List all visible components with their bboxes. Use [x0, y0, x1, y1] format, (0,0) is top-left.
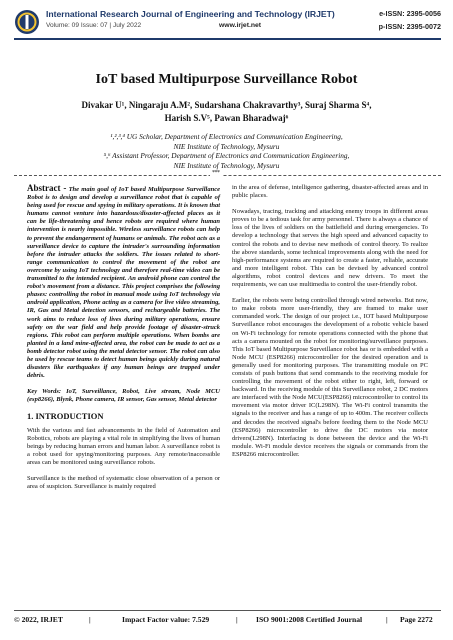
footer-iso: ISO 9001:2008 Certified Journal — [256, 615, 363, 624]
footer-copyright: © 2022, IRJET — [14, 615, 63, 624]
body-paragraph: Surveillance is the method of systematic close observation of a person or area of suspicion. Surveillance is mainly required — [27, 475, 220, 491]
separator-stars: *** — [212, 170, 220, 176]
affiliation-line: NIE Institute of Technology, Mysuru — [173, 160, 280, 170]
author-line: Harish S.V⁵, Pawan Bharadwaj⁶ — [164, 112, 289, 123]
header-divider — [14, 38, 441, 40]
body-paragraph: Earlier, the robots were being controlled through wired networks. But now, to make robots more user-friendly, they are framed to make user commanded work. The design of our project i.e., IOT based Multipurpose Surveillance robot encourages the development of a robotic vehicle based on Wi-Fi technology for remote operations connected with the phone that acts a camera mounted on the robot for monitoring/surveillance purposes. This IoT based Multipurpose Surveillance robot has or is embedded with a Node MCU (ESP8266) microcontroller for the desired operation and is generally used for monitoring purposes. The transmitting module on PC consists of push buttons that send commands to the receiving module for controlling the movement of the robot either to right, left, forward or backward. In the receiving module of this Surveillance robot, 2 DC motors are interfaced with the Node MCU(ESP8266) microcontroller to control its movement via motor driver IC(L298N). The Wi-Fi control transmits the signals to the receiver and has a range of up to 400m. The receiver collects and decodes the received signal's before feeding them to the Node MCU (ESP8266) microcontroller to drive the DC motors via motor drivers(L298N). Interfacing is done between the device and the Wi-Fi module. Wi-Fi module device receives the signals or commands from the ESP8266 microcontroller. — [232, 297, 428, 458]
p-issn: p-ISSN: 2395-0072 — [378, 22, 441, 31]
paper-title: IoT based Multipurpose Surveillance Robot — [95, 72, 358, 87]
right-column — [232, 184, 428, 467]
section-separator — [14, 170, 441, 180]
left-column — [27, 184, 220, 499]
affiliation-line: ¹,²,³,⁴ UG Scholar, Department of Electronics and Communication Engineering, — [110, 132, 343, 141]
affiliation-line: ⁵,⁶ Assistant Professor, Department of Electronics and Communication Engineering, — [103, 151, 350, 161]
e-issn: e-ISSN: 2395-0056 — [379, 9, 441, 18]
abstract-label: Abstract - — [27, 183, 67, 193]
irjet-logo-icon — [14, 9, 40, 35]
body-paragraph: Nowadays, tracing, tracking and attacking enemy troops in different areas proves to be a tedious task for army personnel. There is always a chance of loss of the lives of soldiers on the battlefield and during emergencies. To develop a technology that serves the high speed and advanced capacity to control the robots and to devise new methods of control theory. To realize the above standards, some technical improvements along with the need for high-performance systems are required to create a faster, reliable, accurate and more intelligent robot. This can be devised by advanced control algorithms, robot control devices and new drivers. To meet the requirements, we can use multimedia to control the user-friendly robot. — [232, 208, 428, 289]
journal-url[interactable]: www.irjet.net — [219, 22, 262, 29]
keywords: Key Words: IoT, Surveillance, Robot, Live stream, Node MCU (esp8266), Blynk, Phone camera, IR sensor, Gas sensor, Metal detector — [27, 388, 220, 404]
abstract-text: The main goal of IoT based Multipurpose Surveillance Robot is to design and develop a surveillance robot that is capable of being used for rescue and spying in military operations. It is known that humans cannot venture into hazardous/disaster-affected places as it can be life-threatening and hence robots are required where human intervention is nearly impossible. Wireless surveillance robots can help to prevent the endangerment of humans or animals. The robot acts as a surveillance device to capture the intruder's surrounding information before the intruder attacks the soldiers. The issues related to short-range communication to control the movement of the robot are overcome by using IoT technology and therefore real-time video can be transmitted to the intended recipient. An android phone can control the robot's movement from a distance. This project comprises the following phases: controlling the robot in manual mode using IoT technology via android application, Phone acting as a camera for live video streaming, IR, Gas and Metal detection sensors, and rechargeable batteries. The work aims to reduce loss of lives during military operations, ensure safety on the war field and help provide footage of disaster-struck regions. This robot can perform multiple operations. When bombs are planted in a land mine-affected area, the robot can be made to act as a bomb detector robot using the metal detector sensor. The robot can also be used by rescue teams to detect human beings quickly during natural disasters like earthquakes if any human beings are trapped under debris. — [27, 186, 220, 380]
author-list — [20, 99, 433, 124]
author-line: Divakar U¹, Ningaraju A.M², Sudarshana Chakravarthy³, Suraj Sharma S⁴, — [81, 100, 372, 110]
abstract — [27, 184, 220, 380]
footer-impact-factor: Impact Factor value: 7.529 — [122, 615, 210, 624]
journal-volume: Volume: 09 Issue: 07 | July 2022 — [46, 22, 142, 29]
body-paragraph: in the area of defense, intelligence gathering, disaster-affected areas and in public places. — [232, 184, 428, 200]
affiliation-line: NIE Institute of Technology, Mysuru — [173, 141, 280, 151]
body-paragraph: With the various and fast advancements in the field of Automation and Robotics, robots are playing a vital role in simplifying the lives of human beings by reducing human errors and human labor. A surveillance robot is a robot used for spying/monitoring purposes. Any remote/inaccessible areas can be monitored using surveillance robots. — [27, 426, 220, 466]
introduction-heading: 1. INTRODUCTION — [27, 411, 104, 422]
affiliations — [20, 132, 433, 170]
footer-page-number: Page 2272 — [400, 615, 433, 624]
footer-separator: | — [386, 615, 388, 624]
journal-header — [14, 8, 441, 38]
journal-name: International Research Journal of Engineering and Technology (IRJET) — [46, 9, 335, 19]
footer-separator: | — [236, 615, 238, 624]
footer-separator: | — [89, 615, 91, 624]
footer-divider — [14, 610, 441, 611]
